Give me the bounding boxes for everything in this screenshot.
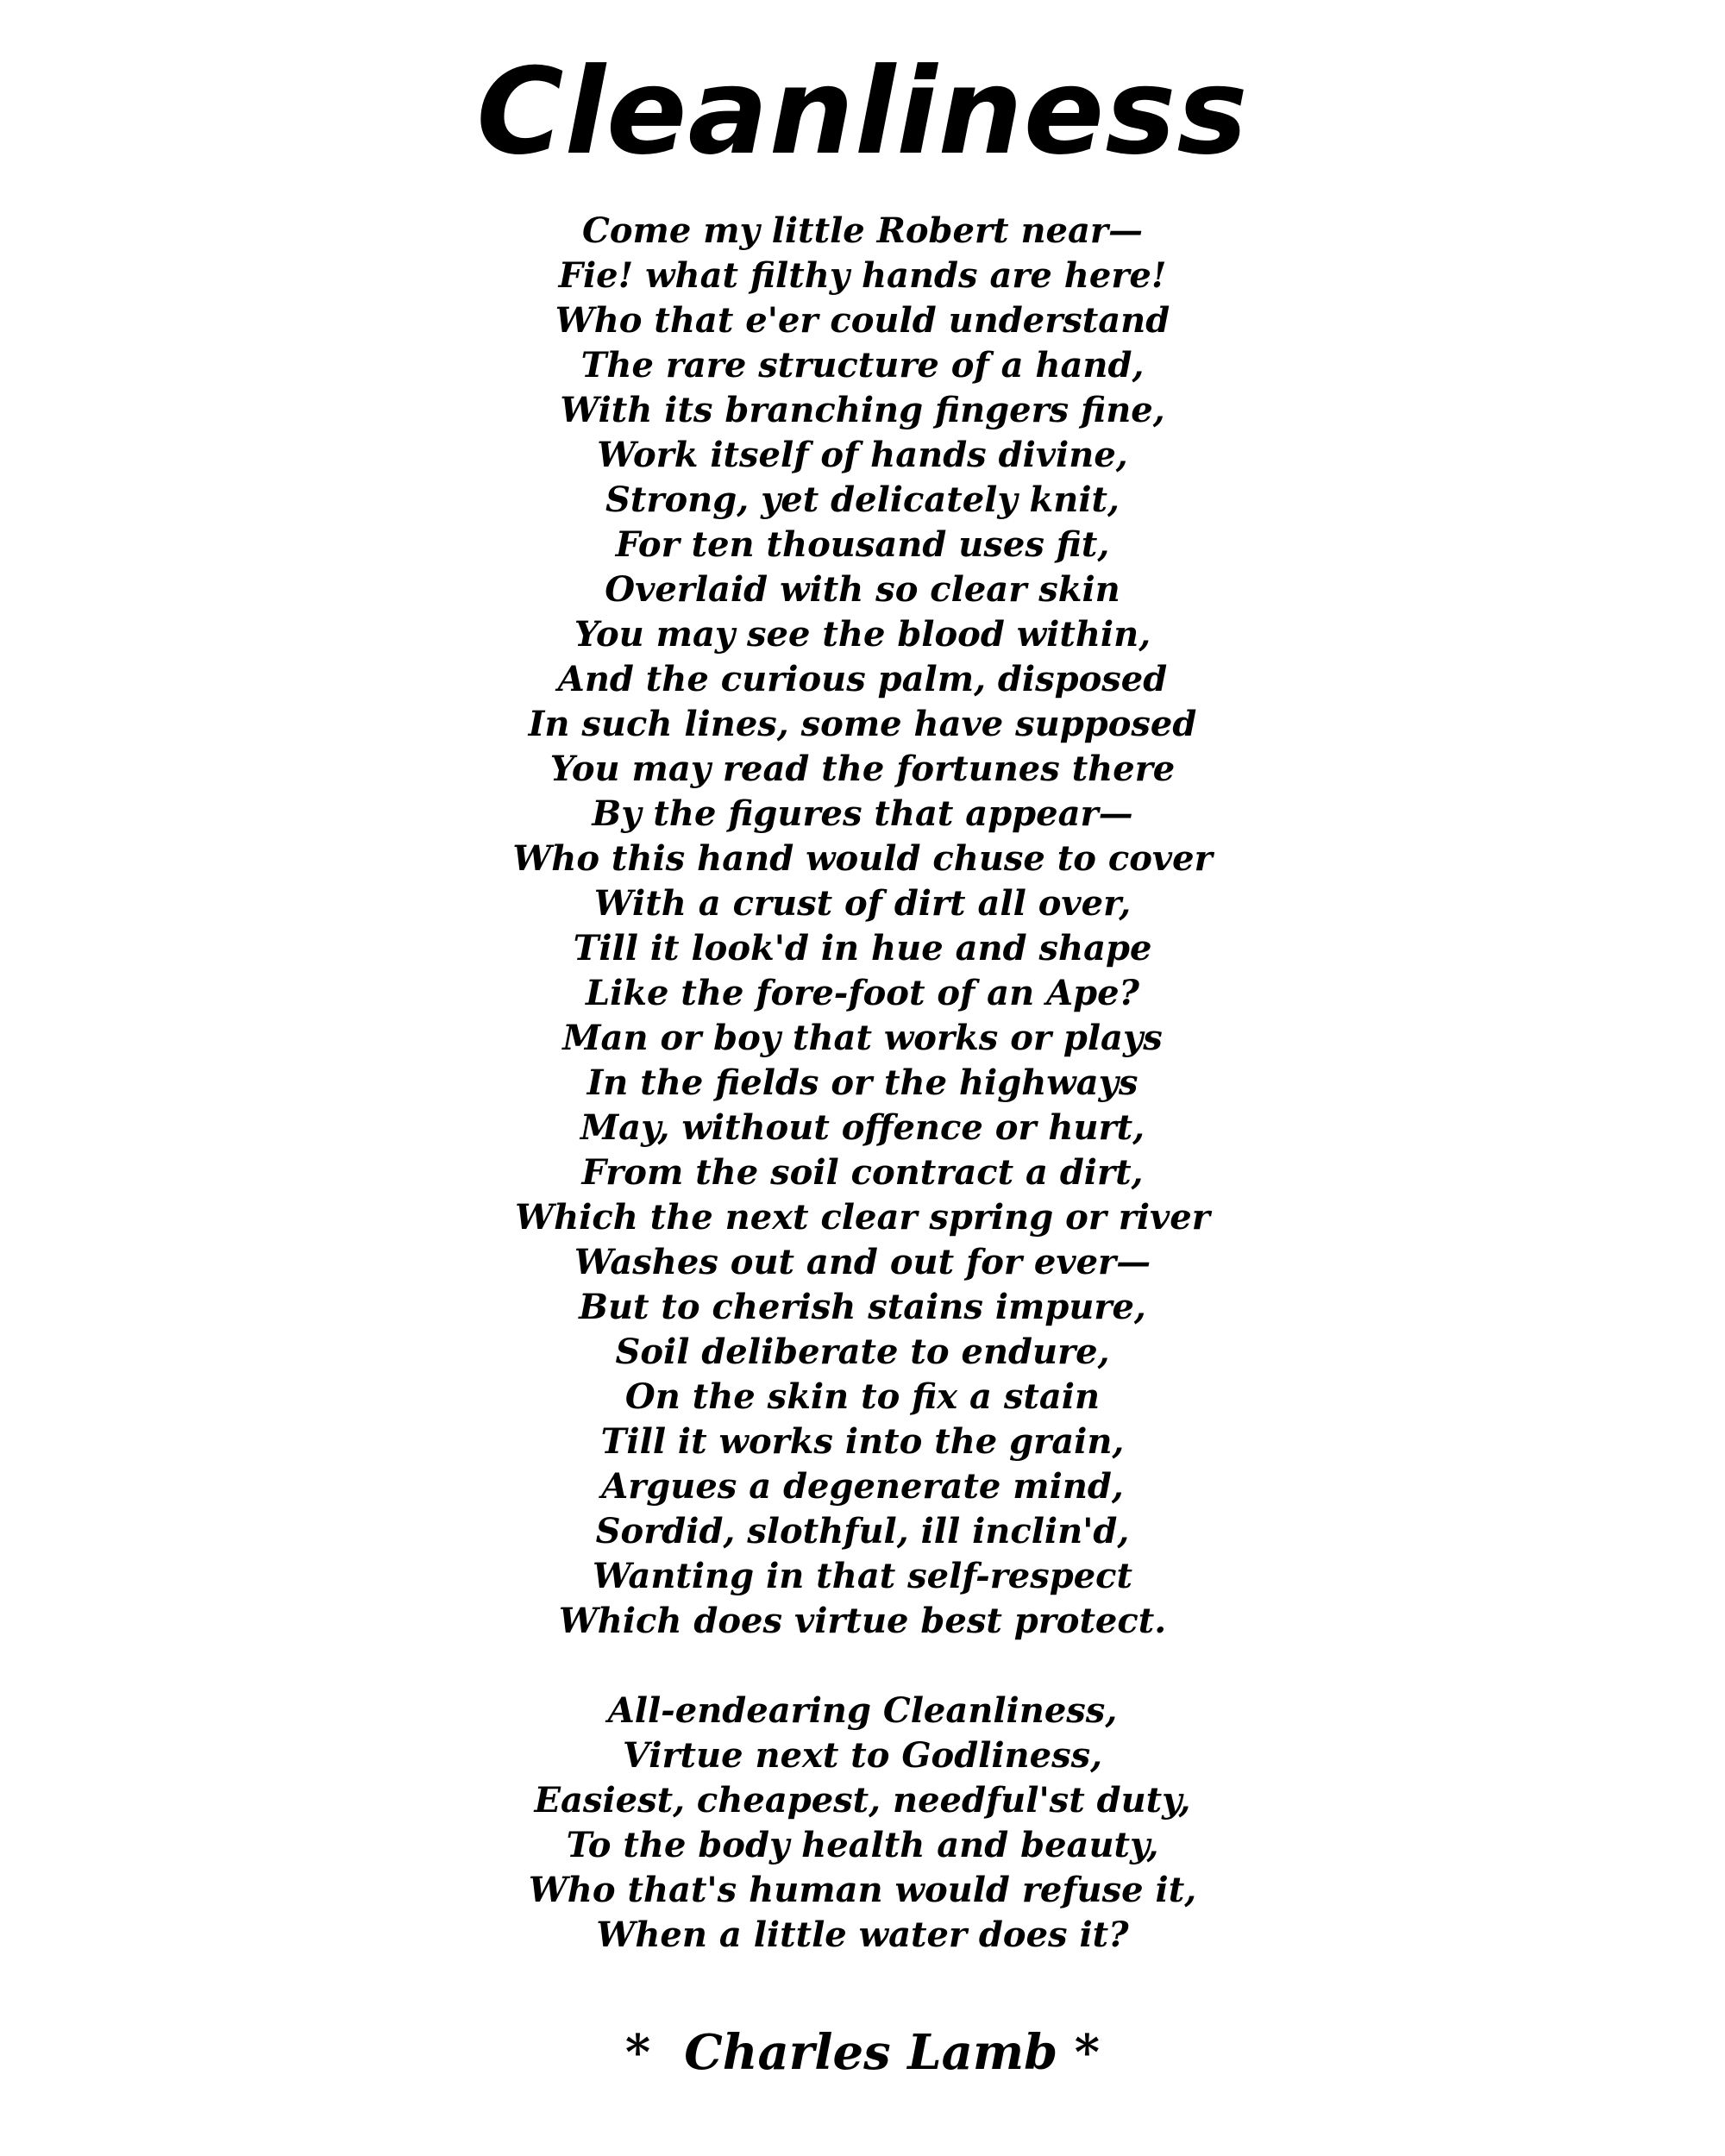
poem-line: May, without offence or hurt, bbox=[580, 1107, 1145, 1148]
poem-line: To the body health and beauty, bbox=[566, 1825, 1159, 1865]
poem-line: Work itself of hands divine, bbox=[597, 435, 1128, 475]
poem-author: * Charles Lamb * bbox=[624, 2024, 1101, 2081]
poem-line: Wanting in that self-respect bbox=[592, 1556, 1132, 1596]
poem-line: Strong, yet delicately knit, bbox=[605, 479, 1120, 520]
poem-line: Like the fore-foot of an Ape? bbox=[586, 973, 1139, 1013]
poem-line: Who that's human would refuse it, bbox=[528, 1870, 1197, 1910]
poem-line: Man or boy that works or plays bbox=[562, 1018, 1163, 1058]
poem-line: You may read the fortunes there bbox=[549, 749, 1176, 789]
poem-line: On the skin to fix a stain bbox=[624, 1376, 1101, 1417]
poem-stanza bbox=[0, 1689, 1725, 1958]
poem-line: Which does virtue best protect. bbox=[558, 1601, 1167, 1641]
poem-line: Till it works into the grain, bbox=[600, 1421, 1125, 1462]
poem-line: All-endearing Cleanliness, bbox=[607, 1690, 1118, 1731]
poem-line: By the figures that appear— bbox=[592, 793, 1133, 834]
poem-line: In the fields or the highways bbox=[586, 1062, 1138, 1103]
poem-line: From the soil contract a dirt, bbox=[581, 1152, 1144, 1193]
poem-line: For ten thousand uses fit, bbox=[615, 524, 1110, 565]
poem-title: Cleanliness bbox=[476, 42, 1249, 181]
poem-line: You may see the blood within, bbox=[574, 614, 1151, 655]
poem-line: The rare structure of a hand, bbox=[580, 345, 1145, 385]
poem-line: Virtue next to Godliness, bbox=[622, 1735, 1103, 1776]
poem-line: But to cherish stains impure, bbox=[579, 1287, 1146, 1327]
poem-line: And the curious palm, disposed bbox=[557, 659, 1168, 699]
poem-line: In such lines, some have supposed bbox=[528, 704, 1197, 744]
poem-line: Which the next clear spring or river bbox=[515, 1197, 1210, 1238]
poem-line: With its branching fingers fine, bbox=[560, 390, 1165, 430]
poem-line: Who this hand would chuse to cover bbox=[512, 838, 1213, 879]
poem-line: When a little water does it? bbox=[596, 1915, 1129, 1955]
poem-line: Overlaid with so clear skin bbox=[605, 569, 1120, 610]
poem-stanza bbox=[0, 209, 1725, 1644]
poem-line: Soil deliberate to endure, bbox=[615, 1332, 1110, 1372]
poem-line: Easiest, cheapest, needful'st duty, bbox=[534, 1780, 1191, 1821]
poem-line: Sordid, slothful, ill inclin'd, bbox=[595, 1511, 1130, 1551]
poem-line: Argues a degenerate mind, bbox=[601, 1466, 1124, 1507]
poem-line: Fie! what filthy hands are here! bbox=[558, 255, 1167, 296]
poem-line: With a crust of dirt all over, bbox=[593, 883, 1132, 924]
poem-line: Till it look'd in hue and shape bbox=[573, 928, 1152, 968]
poem-line: Come my little Robert near— bbox=[582, 210, 1143, 251]
poem-line: Who that e'er could understand bbox=[555, 300, 1170, 341]
poem-body bbox=[0, 209, 1725, 1958]
poem-line: Washes out and out for ever— bbox=[574, 1242, 1151, 1282]
